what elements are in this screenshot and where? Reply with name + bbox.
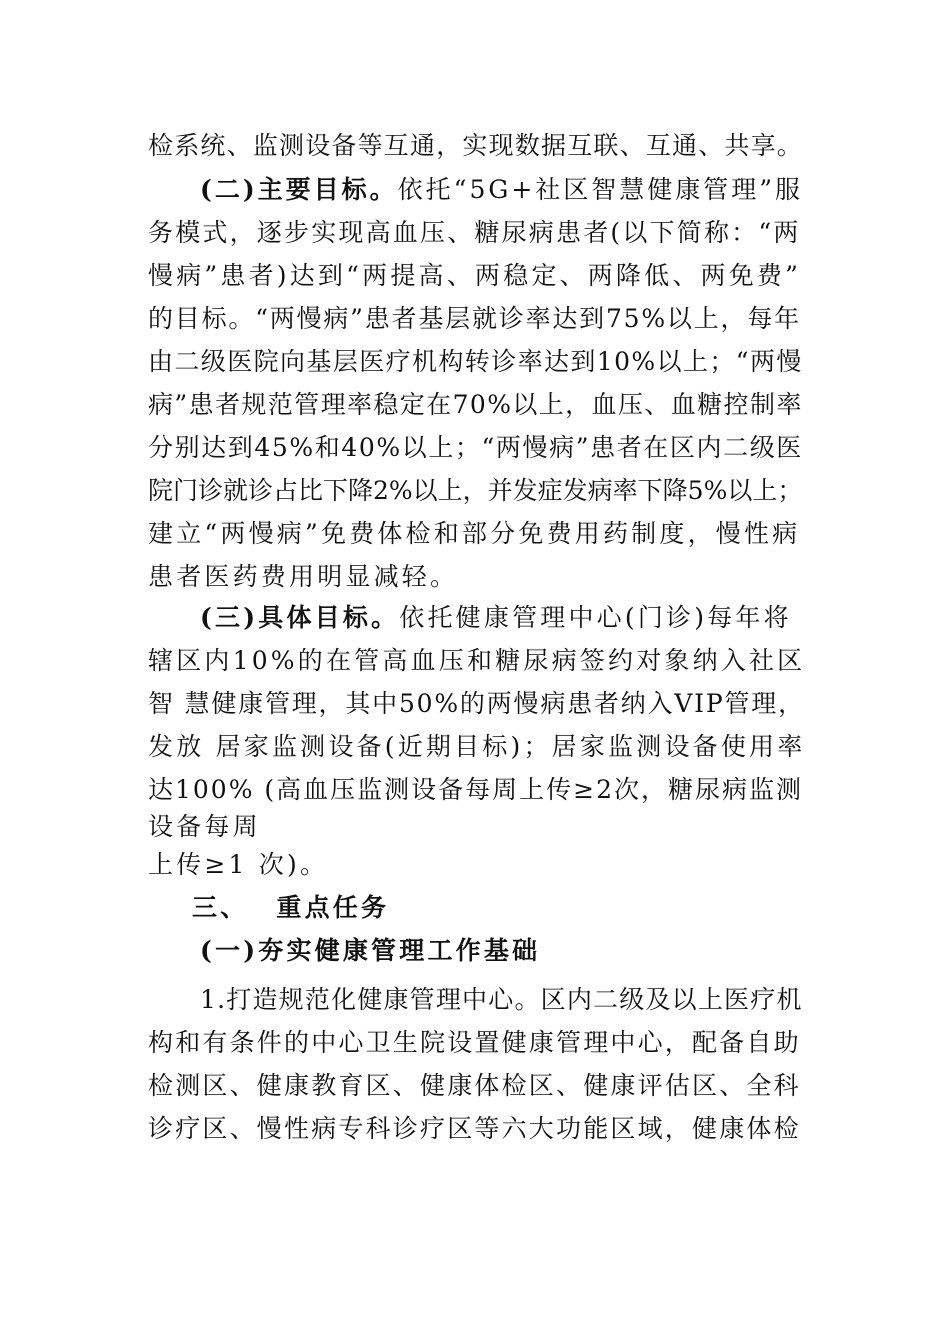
text: 辖区内10%的在管高血压和糖尿病签约对象纳入社区 (148, 646, 806, 675)
section-heading: (二)主要目标。 (200, 175, 398, 204)
paragraph-line (148, 476, 802, 506)
paragraph-line (148, 812, 261, 842)
text: 分别达到45%和40%以上；“两慢病”患者在区内二级医 (148, 433, 803, 462)
paragraph-line (148, 562, 458, 592)
chapter-heading (192, 893, 389, 923)
paragraph-line (148, 433, 803, 463)
paragraph-line (148, 390, 803, 420)
paragraph-line (148, 850, 328, 880)
paragraph-line (148, 519, 800, 549)
text: 发放 居家监测设备(近期目标)；居家监测设备使用率 (148, 732, 806, 761)
text: 设备每周 (148, 812, 261, 841)
paragraph-line (200, 175, 803, 205)
paragraph-line (200, 985, 803, 1015)
subsection-heading (200, 936, 540, 966)
paragraph-line (148, 1028, 801, 1058)
paragraph-line (148, 732, 805, 762)
text: (一)夯实健康管理工作基础 (200, 936, 541, 965)
text: 智 慧健康管理，其中50%的两慢病患者纳入VIP管理， (148, 689, 805, 718)
paragraph-line (148, 218, 801, 248)
chapter-title: 重点任务 (276, 893, 390, 922)
text: 检测区、健康教育区、健康体检区、健康评估区、全科 (148, 1071, 801, 1100)
paragraph-line (148, 347, 803, 377)
text: 务模式，逐步实现高血压、糖尿病患者(以下简称：“两 (148, 218, 801, 247)
paragraph-line (148, 1071, 801, 1101)
section-heading: (三)具体目标。 (200, 603, 400, 632)
text: 达100% (高血压监测设备每周上传≥2次，糖尿病监测 (148, 775, 804, 804)
text: 1.打造规范化健康管理中心。区内二级及以上医疗机 (200, 985, 803, 1014)
text: 的目标。“两慢病”患者基层就诊率达到75%以上，每年 (148, 304, 801, 333)
text: 上传≥1 次)。 (148, 850, 329, 879)
text: 由二级医院向基层医疗机构转诊率达到10%以上；“两慢 (148, 347, 803, 376)
text: 院门诊就诊占比下降2%以上，并发症发病率下降5%以上； (148, 476, 803, 505)
paragraph-line (148, 1114, 801, 1144)
paragraph-line (148, 646, 805, 676)
paragraph-line (148, 304, 801, 334)
text: 检系统、监测设备等互通，实现数据互联、互通、共享。 (148, 131, 804, 160)
paragraph-line (200, 603, 792, 633)
text: 依托健康管理中心(门诊)每年将 (399, 603, 792, 632)
paragraph-line (148, 261, 801, 291)
chapter-number: 三、 (192, 893, 249, 922)
text: 构和有条件的中心卫生院设置健康管理中心，配备自助 (148, 1028, 801, 1057)
text: 建立“两慢病”免费体检和部分免费用药制度，慢性病 (148, 519, 801, 548)
paragraph-line (148, 131, 803, 161)
paragraph-line (148, 775, 803, 805)
text: 病”患者规范管理率稳定在70%以上，血压、血糖控制率 (148, 390, 803, 419)
text: 依托“5G+社区智慧健康管理”服 (397, 175, 804, 204)
text: 慢病”患者)达到“两提高、两稳定、两降低、两免费” (148, 261, 802, 290)
text: 诊疗区、慢性病专科诊疗区等六大功能区域，健康体检 (148, 1114, 801, 1143)
paragraph-line (148, 689, 805, 719)
text: 患者医药费用明显减轻。 (148, 562, 459, 591)
